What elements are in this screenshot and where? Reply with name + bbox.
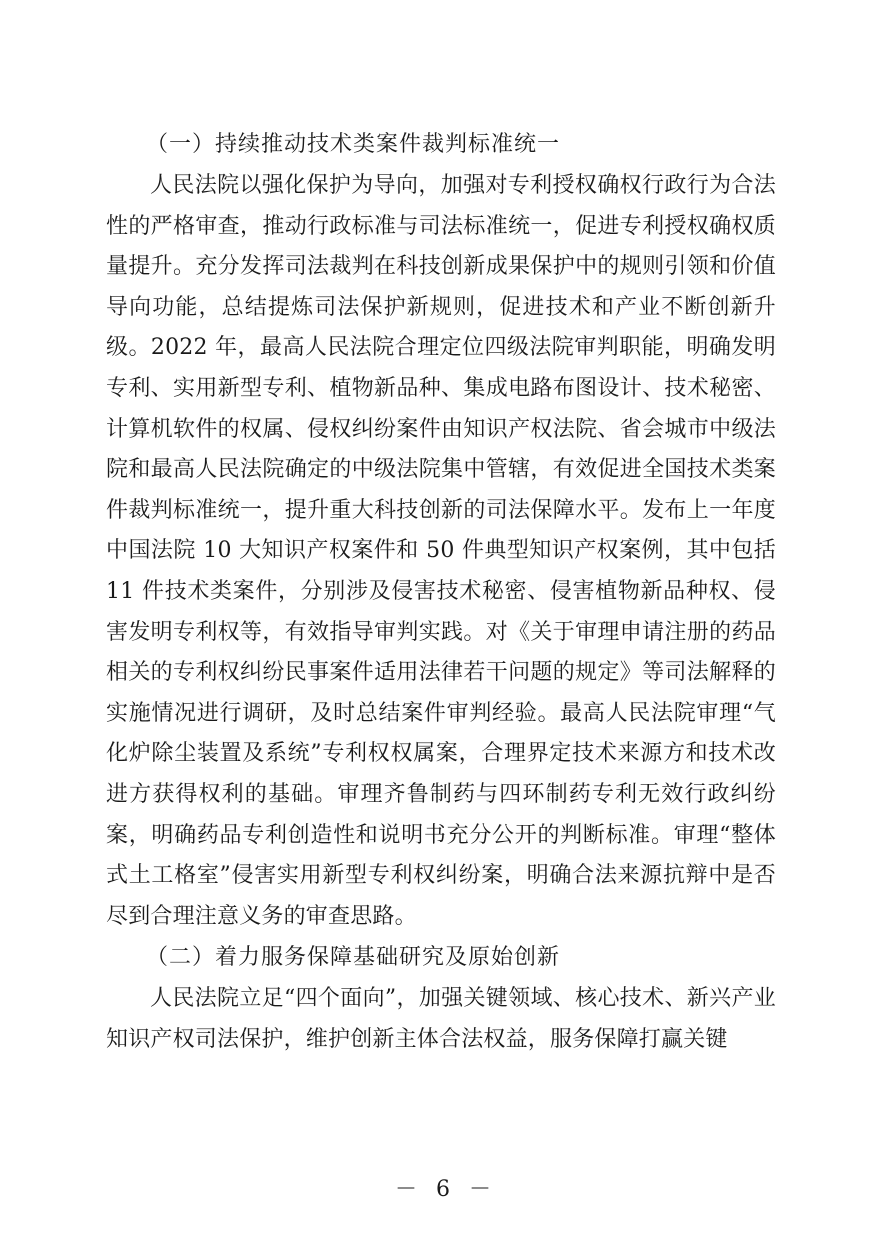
document-body xyxy=(106,124,776,1060)
section-paragraph-2: 人民法院立足“四个面向”，加强关键领域、核心技术、新兴产业知识产权司法保护，维护创新主体合法权益，服务保障打赢关键 xyxy=(106,986,776,1052)
section-heading-2: （二）着力服务保障基础研究及原始创新 xyxy=(146,945,561,971)
page-number: － 6 － xyxy=(395,1177,497,1202)
section-paragraph-1: 人民法院以强化保护为导向，加强对专利授权确权行政行为合法性的严格审查，推动行政标准与司法标准统一，促进专利授权确权质量提升。充分发挥司法裁判在科技创新成果保护中的规则引领和价值导向功能，总结提炼司法保护新规则，促进技术和产业不断创新升级。2022 年，最高人民法院合理定位四级法院审判职能，明确发明专利、实用新型专利、植物新品种、集成电路布图设计、技术秘密、计算机软件的权属、侵权纠纷案件由知识产权法院、省会城市中级法院和最高人民法院确定的中级法院集中管辖，有效促进全国技术类案件裁判标准统一，提升重大科技创新的司法保障水平。发布上一年度中国法院 10 大知识产权案件和 50 件典型知识产权案例，其中包括 11 件技术类案件，分别涉及侵害技术秘密、侵害植物新品种权、侵害发明专利权等，有效指导审判实践。对《关于审理申请注册的药品相关的专利权纠纷民事案件适用法律若干问题的规定》等司法解释的实施情况进行调研，及时总结案件审判经验。最高人民法院审理“气化炉除尘装置及系统”专利权权属案，合理界定技术来源方和技术改进方获得权利的基础。审理齐鲁制药与四环制药专利无效行政纠纷案，明确药品专利创造性和说明书充分公开的判断标准。审理“整体式土工格室”侵害实用新型专利权纠纷案，明确合法来源抗辩中是否尽到合理注意义务的审查思路。 xyxy=(106,173,776,929)
section-heading-1: （一）持续推动技术类案件裁判标准统一 xyxy=(146,132,561,157)
